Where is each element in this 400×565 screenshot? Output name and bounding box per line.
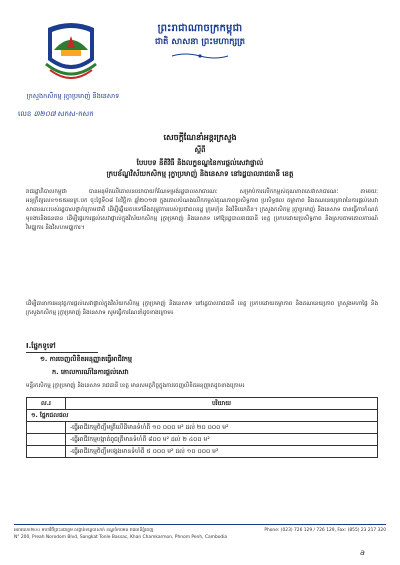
section-heading-underline [26,352,98,353]
ref-number: ៣២០៧ [33,110,56,118]
table-cell-no [27,434,66,446]
table-cell-text: -ធ្វើអាជីវកម្មចិញ្ចឹមត្រីលើដីមានទំហំពី ១០ ០០០ ម² ដល់ ២០ ០០០ ម² [66,422,378,434]
table-cell-text: -ធ្វើអាជីវកម្មបង្កាត់ពូជត្រីមានទំហំពី ៨០០ ម² ដល់ ២ ៤០០ ម² [66,434,378,446]
footer-address-line-2: N° 200, Preah Norodom Blvd, Sangkat Tonle Bassac, Khan Chamkarmon, Phnom Penh, Cambodia [14,534,228,540]
instruction-paragraph: ដើម្បីធានាការអនុវត្តការផ្ដល់សេវាផ្ទាល់ក្នុងវិស័យកសិកម្ម រុក្ខាប្រមាញ់ និងនេសាទ នៅរដ្ឋបាលរាជធានី ខេត្ត ប្រកបដោយតម្លាភាព និងគណនេយ្យភាព ក្រសួងមហាផ្ទៃ និងក្រសួងកសិកម្ម រុក្ខាប្រមាញ់ និងនេសាទ សូមធ្វើការណែនាំដូចខាងក្រោម៖ [26,301,378,317]
footer-address-line-1: អគារលេខ២០០ មហាវិថីព្រះនរោត្តម សង្កាត់ទន្លេបាសាក់ ខណ្ឌចំការមន រាជធានីភ្នំពេញ [14,528,154,533]
kingdom-motto: ជាតិ សាសនា ព្រះមហាក្សត្រ [154,37,246,47]
competence-paragraph: មន្ទីរកសិកម្ម រុក្ខាប្រមាញ់ និងនេសាទ រាជធានី ខេត្ត មានសមត្ថកិច្ចក្នុងការចេញលិខិតអនុញ្ញាតដូចខាងក្រោម៖ [26,383,245,389]
subject-line-2: ក្របខ័ណ្ឌវិស័យកសិកម្ម រុក្ខាប្រមាញ់ និងនេសាទ នៅរដ្ឋបាលរាជធានី ខេត្ត [106,170,294,178]
handwritten-initial: a [360,548,365,557]
license-table [26,397,378,458]
footer-contact: Phone: (023) 726 129 / 726 129, Fax: (855) 23 217 320 [264,528,386,533]
document-subtitle: ស្ដីពី [194,146,206,154]
subsection-heading-principle: ក. គោលការណ៍នៃការផ្ដល់សេវា [52,368,129,376]
table-cell-no [27,446,66,458]
ministry-name: ក្រសួងកសិកម្ម រុក្ខាប្រមាញ់ និងនេសាទ [26,92,120,100]
title-ornament [170,52,230,60]
footer-address [14,528,244,541]
table-cell-text: -ធ្វើអាជីវកម្មចិញ្ចឹមបង្កងមានទំហំពី ៥ ០០០ ម² ដល់ ១០ ០០០ ម² [66,446,378,458]
ref-suffix: សកស-កសក [57,110,94,118]
table-cell-no [27,422,66,434]
table-row [27,446,378,458]
kingdom-title: ព្រះរាជាណាចក្រកម្ពុជា [157,23,243,34]
subject-line-1: បែបបទ នីតិវិធី និងលក្ខខណ្ឌនៃការផ្ដល់សេវាផ្ទាល់ [136,159,264,167]
intro-paragraph: រាជរដ្ឋាភិបាលកម្ពុជា បានអនុម័តលើគោលនយោបាយកំណែទម្រង់រដ្ឋបាលសាធារណៈ សម្រាប់ការលើកកម្ពស់គុណភាពសេវាសាធារណៈ តាមរយៈអនុក្រឹត្យលេខ១៥៥អនក្រ.បក ចុះថ្ងៃទី០៨ ខែវិច្ឆិកា ឆ្នាំ២០១៧ ក្នុងគោលបំណងលើកកម្ពស់គុណភាពប្រសិទ្ធភាព ប្រសិទ្ធផល តម្លាភាព និងគណនេយ្យភាពនៃការផ្ដល់សេវាសាធារណៈរបស់រដ្ឋបាលថ្នាក់ក្រោមជាតិ ដើម្បីឆ្លើយតបទៅនឹងតម្រូវការរបស់ប្រជាពលរដ្ឋ ក្រុមហ៊ុន និងវិនិយោគិន។ ក្រសួងកសិកម្ម រុក្ខាប្រមាញ់ និងនេសាទ បានធ្វើការកំណត់មុខងារនិងធនធាន ដើម្បីផ្ទេរការផ្ដល់សេវាផ្ទាល់ក្នុងវិស័យកសិកម្ម រុក្ខាប្រមាញ់ និងនេសាទ ទៅឱ្យរដ្ឋបាលរាជធានី ខេត្ត ប្រកបដោយប្រសិទ្ធភាព និងស្របតាមគោលការណ៍វិមជ្ឈការ និងវិសហមជ្ឈការ។ [26,189,378,232]
subsection-heading-license: ១. ការចេញលិខិតអនុញ្ញាតធ្វើអាជីវកម្ម [40,355,133,363]
table-row [27,422,378,434]
table-header-description: បរិយាយ [66,398,378,410]
ref-label: លេខ [18,110,32,118]
reference-number-line [18,110,94,120]
section-heading-general: I.ផ្នែកទូទៅ [26,342,56,350]
document-subject [30,158,370,180]
footer-divider [14,524,386,525]
table-section-row [27,410,378,422]
table-section-label: ១. ផ្នែកជលផល [27,410,378,422]
table-header-no: ល.រ [27,398,66,410]
document-title: សេចក្ដីណែនាំអន្តរក្រសួង [163,133,237,142]
table-header-row [27,398,378,410]
table-row [27,434,378,446]
